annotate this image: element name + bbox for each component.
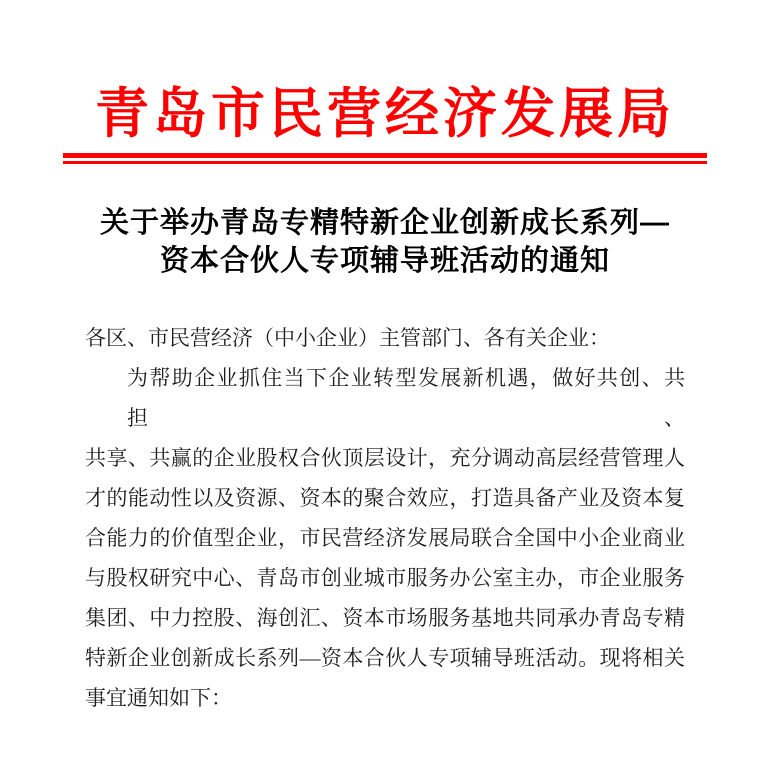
document-page (0, 86, 770, 782)
divider-thin-line (63, 161, 707, 164)
divider-thick-line (63, 153, 707, 158)
body-closing-line: 事宜通知如下： (85, 686, 232, 710)
body-text-line: 合能力的价值型企业，市民营经济发展局联合全国中小企业商业 (85, 526, 685, 550)
letterhead-divider (63, 153, 707, 164)
letterhead-org-name: 青岛市民营经济发展局 (95, 84, 675, 144)
notice-title (0, 204, 770, 280)
salutation-line: 各区、市民营经济（中小企业）主管部门、各有关企业： (85, 326, 610, 350)
body-text-line: 集团、中力控股、海创汇、资本市场服务基地共同承办青岛专精 (85, 606, 685, 630)
body-text-line: 特新企业创新成长系列—资本合伙人专项辅导班活动。现将相关 (85, 646, 685, 670)
body-text-line: 才的能动性以及资源、资本的聚合效应，打造具备产业及资本复 (85, 486, 685, 510)
notice-body (85, 318, 685, 718)
body-text-line: 与股权研究中心、青岛市创业城市服务办公室主办，市企业服务 (85, 566, 685, 590)
notice-title-line1: 关于举办青岛专精特新企业创新成长系列— (99, 207, 670, 239)
body-text-line: 为帮助企业抓住当下企业转型发展新机遇，做好共创、共担、 (127, 366, 685, 430)
body-text-line: 共享、共赢的企业股权合伙顶层设计，充分调动高层经营管理人 (85, 446, 685, 470)
notice-title-line2: 资本合伙人专项辅导班活动的通知 (159, 245, 610, 277)
